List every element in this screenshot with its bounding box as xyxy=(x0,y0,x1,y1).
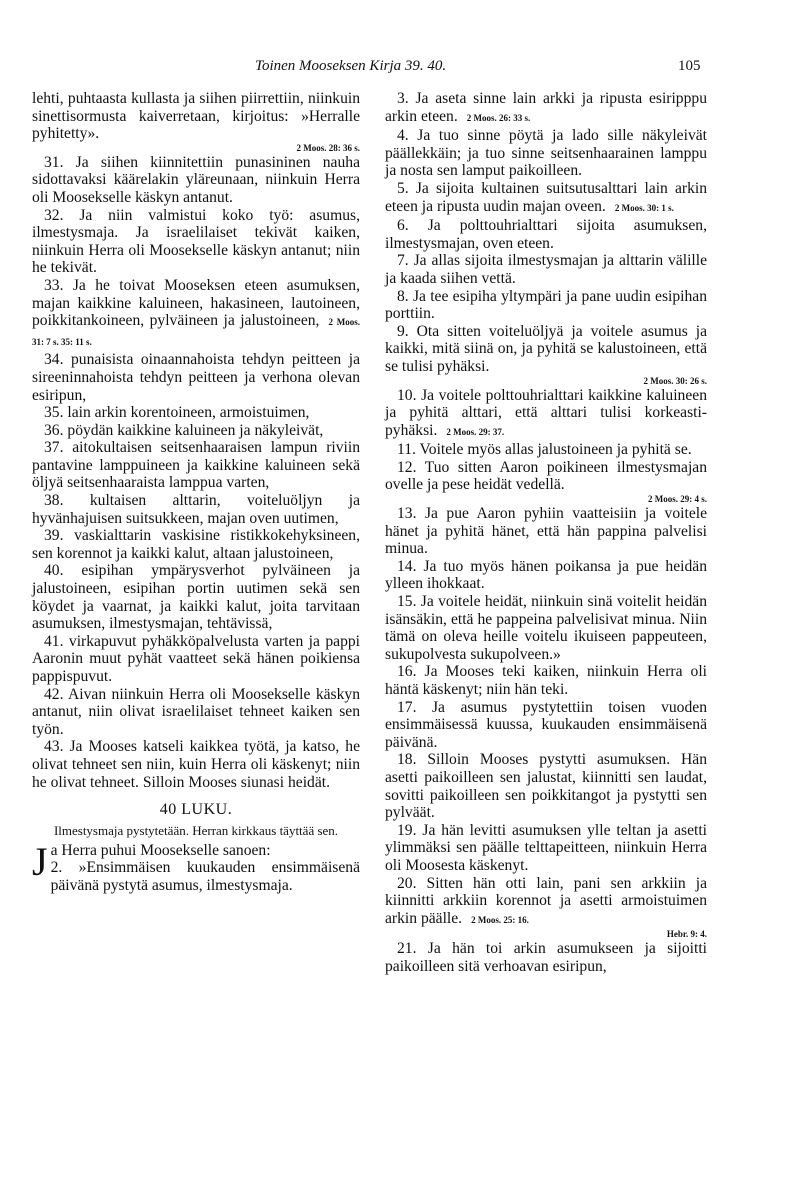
verse-paragraph xyxy=(385,699,707,752)
verse-paragraph xyxy=(32,277,360,351)
chapter-opening-paragraph xyxy=(32,838,360,895)
verse-paragraph xyxy=(32,207,360,277)
verse-text: 10. Ja voitele polttouhrialttari kaikkine kaluineen ja pyhitä alttari, että alttari tulisi korkeasti-pyhäksi. xyxy=(385,386,707,439)
verse-text: lehti, puhtaasta kullasta ja siihen piirrettiin, niinkuin sinettisormusta kaiverretaan, kirjoitus: »Herralle pyhitetty». xyxy=(32,90,360,143)
verse-text: 15. Ja voitele heidät, niinkuin sinä voitelit heidän isänsäkin, että he pappeina palvelisivat minua. Niin tämä on oleva heille voitelu ikuiseen pappeuteen, sukupolvesta sukupolveen.» xyxy=(385,593,707,663)
verse-paragraph xyxy=(32,404,360,422)
cross-reference: 2 Moos. 28: 36 s. xyxy=(296,142,360,153)
left-column xyxy=(32,90,360,895)
verse-text: 21. Ja hän toi arkin asumukseen ja sijoitti paikoilleen sitä verhoavan esiripun, xyxy=(385,940,707,975)
page-header xyxy=(0,58,792,80)
verse-paragraph xyxy=(385,940,707,975)
cross-reference: Hebr. 9: 4. xyxy=(666,929,707,940)
verse-paragraph xyxy=(385,459,707,505)
verse-paragraph xyxy=(32,633,360,686)
verse-paragraph xyxy=(32,90,360,154)
verse-paragraph xyxy=(385,252,707,287)
verse-text: 41. virkapuvut pyhäkköpalvelusta varten ja pappi Aaronin muut pyhät vaatteet sekä hänen poikiensa pappispuvut. xyxy=(32,632,360,685)
verse-paragraph xyxy=(32,439,360,492)
verse-text: 17. Ja asumus pystytettiin toisen vuoden ensimmäisessä kuussa, kuukauden ensimmäisenä päivänä. xyxy=(385,698,707,751)
verse-text: 9. Ota sitten voiteluöljyä ja voitele asumus ja kaikki, mitä siinä on, ja pyhitä se kalustoineen, että se tulisi pyhäksi. xyxy=(385,322,707,375)
verse-paragraph xyxy=(385,441,707,459)
verse-paragraph xyxy=(385,288,707,323)
verse-text: 19. Ja hän levitti asumuksen ylle teltan ja asetti ylimmäksi sen päälle telttapeitteen, niinkuin Herra oli Moosesta käskenyt. xyxy=(385,821,707,874)
verse-text: 2. »Ensimmäisen kuukauden ensimmäisenä päivänä pystytä asumus, ilmestysmaja. xyxy=(50,859,360,894)
drop-cap: J xyxy=(32,838,48,884)
verse-paragraph xyxy=(385,127,707,180)
cross-reference: 2 Moos. 25: 16. xyxy=(462,914,529,925)
verse-paragraph xyxy=(385,663,707,698)
verse-text: 20. Sitten hän otti lain, pani sen arkkiin ja kiinnitti arkkiin korennot ja asetti armoistuimen arkin päälle. xyxy=(385,874,707,927)
verse-text: 3. Ja aseta sinne lain arkki ja ripusta esiripppu arkin eteen. xyxy=(385,90,707,125)
verse-text: 4. Ja tuo sinne pöytä ja lado sille näkyleivät päällekkäin; ja tuo sinne seitsenhaarainen lamppu ja nosta sen lamput paikoilleen. xyxy=(385,127,707,180)
verse-paragraph xyxy=(385,558,707,593)
verse-text: 42. Aivan niinkuin Herra oli Moosekselle käskyn antanut, niin olivat israelilaiset tehneet kaiken sen työn. xyxy=(32,685,360,738)
verse-text: 13. Ja pue Aaron pyhiin vaatteisiin ja voitele hänet ja pyhitä hänet, että hän pappina palvelisi minua. xyxy=(385,505,707,558)
cross-reference: 2 Moos. 30: 26 s. xyxy=(643,375,707,386)
cross-reference: 2 Moos. 30: 1 s. xyxy=(605,202,674,213)
verse-paragraph xyxy=(32,562,360,632)
verse-text: 6. Ja polttouhrialttari sijoita asumuksen, ilmestysmajan, oven eteen. xyxy=(385,217,707,252)
verse-paragraph xyxy=(32,686,360,739)
verse-text: 33. Ja he toivat Mooseksen eteen asumuksen, majan kaikkine kaluineen, hakasineen, lautoineen, poikkitankoineen, pylväineen ja jalustoineen, xyxy=(32,276,360,330)
verse-text: 35. lain arkin korentoineen, armoistuimen, xyxy=(44,404,310,422)
verse-paragraph xyxy=(385,751,707,821)
verse-text: 7. Ja allas sijoita ilmestysmajan ja alttarin välille ja kaada siihen vettä. xyxy=(385,252,707,287)
verse-text: 38. kultaisen alttarin, voiteluöljyn ja hyvänhajuisen suitsukkeen, majan oven uutimen, xyxy=(32,492,360,527)
verse-paragraph xyxy=(32,422,360,440)
verse-paragraph xyxy=(385,90,707,127)
verse-text: 32. Ja niin valmistui koko työ: asumus, ilmestysmaja. Ja israelilaiset tekivät kaiken, niinkuin Herra oli Moosekselle käskyn antanut; niin he tekivät. xyxy=(32,206,360,277)
verse-paragraph xyxy=(385,875,707,941)
cross-reference: 2 Moos. 29: 37. xyxy=(437,426,505,437)
verse-text: 11. Voitele myös allas jalustoineen ja pyhitä se. xyxy=(397,441,692,459)
verse-text: a Herra puhui Moosekselle sanoen: xyxy=(50,841,271,859)
verse-paragraph xyxy=(385,217,707,252)
verse-text: 39. vaskialttarin vaskisine ristikkokehyksineen, sen korennot ja kaikki kalut, altaan jalustoineen, xyxy=(32,527,360,562)
verse-text: 14. Ja tuo myös hänen poikansa ja pue heidän ylleen ihokkaat. xyxy=(385,557,707,593)
chapter-summary: Ilmestysmaja pystytetään. Herran kirkkaus täyttää sen. xyxy=(53,822,339,838)
verse-paragraph xyxy=(385,505,707,558)
verse-text: 34. punaisista oinaannahoista tehdyn peitteen ja sireeninnahoista tehdyn peitteen ja verhona olevan esiripun, xyxy=(32,351,360,404)
cross-reference: 2 Moos. 31: 7 s. 35: 11 s. xyxy=(32,317,361,347)
cross-reference: 2 Moos. 29: 4 s. xyxy=(648,494,707,505)
verse-text: 16. Ja Mooses teki kaiken, niinkuin Herra oli häntä käskenyt; niin hän teki. xyxy=(385,663,707,698)
chapter-heading: 40 LUKU. xyxy=(159,801,233,819)
verse-paragraph xyxy=(32,492,360,527)
verse-paragraph xyxy=(385,593,707,663)
verse-text: 31. Ja siihen kiinnitettiin punasininen nauha sidottavaksi käärelakin yläreunaan, niinkuin Herra oli Moosekselle käskyn antanut. xyxy=(32,153,360,206)
verse-text: 40. esipihan ympärysverhot pylväineen ja jalustoineen, esipihan portin uutimen sekä sen köydet ja vaarnat, ja kaikki kalut, joita tarvitaan asumuksen, ilmestysmajan, tehtävissä, xyxy=(32,562,360,633)
verse-text: 12. Tuo sitten Aaron poikineen ilmestysmajan ovelle ja pese heidät vedellä. xyxy=(385,458,707,494)
verse-text: 37. aitokultaisen seitsenhaaraisen lampun riviin pantavine lamppuineen ja kaikkine kaluineen sekä öljyä seitsenhaaraista lamppua varten, xyxy=(32,439,360,492)
verse-paragraph xyxy=(32,738,360,791)
right-column xyxy=(385,90,707,976)
verse-paragraph xyxy=(32,154,360,207)
cross-reference: 2 Moos. 26: 33 s. xyxy=(457,112,531,123)
verse-paragraph xyxy=(385,387,707,442)
verse-paragraph xyxy=(385,180,707,217)
verse-text: 8. Ja tee esipiha yltympäri ja pane uudin esipihan porttiin. xyxy=(385,287,707,323)
verse-paragraph xyxy=(32,527,360,562)
verse-paragraph xyxy=(32,351,360,404)
page-number: 105 xyxy=(678,58,701,74)
verse-text: 36. pöydän kaikkine kaluineen ja näkyleivät, xyxy=(44,421,324,439)
verse-text: 18. Silloin Mooses pystytti asumuksen. Hän asetti paikoilleen sen jalustat, kiinnitti sen laudat, sovitti paikoilleen sen poikkitangot ja pystytti sen pylväät. xyxy=(385,751,707,822)
verse-paragraph xyxy=(385,323,707,387)
verse-text: 5. Ja sijoita kultainen suitsutusalttari lain arkin eteen ja ripusta uudin majan oveen. xyxy=(385,179,707,215)
verse-text: 43. Ja Mooses katseli kaikkea työtä, ja katso, he olivat tehneet sen niin, kuin Herra oli käskenyt; niin he olivat tehneet. Silloin Mooses siunasi heidät. xyxy=(32,738,360,791)
verse-paragraph xyxy=(385,822,707,875)
running-title: Toinen Mooseksen Kirja 39. 40. xyxy=(255,58,447,74)
